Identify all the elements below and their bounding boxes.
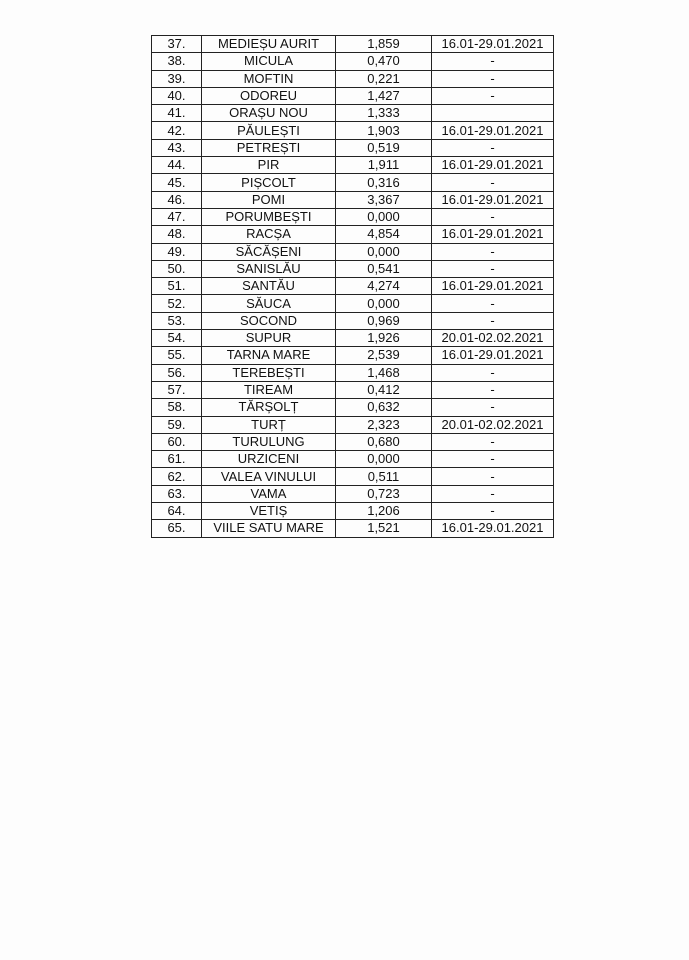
value-cell: 1,468: [336, 364, 432, 381]
table-row: [152, 330, 554, 347]
row-number: 55.: [152, 347, 202, 364]
locality-name: VIILE SATU MARE: [202, 520, 336, 537]
table-row: [152, 503, 554, 520]
table-row: [152, 468, 554, 485]
value-cell: 0,519: [336, 139, 432, 156]
value-cell: 0,221: [336, 70, 432, 87]
locality-name: VALEA VINULUI: [202, 468, 336, 485]
value-cell: 0,541: [336, 260, 432, 277]
locality-name: PORUMBEȘTI: [202, 208, 336, 225]
locality-name: ORAȘU NOU: [202, 105, 336, 122]
row-number: 46.: [152, 191, 202, 208]
row-number: 49.: [152, 243, 202, 260]
period-cell: -: [432, 503, 554, 520]
period-cell: 16.01-29.01.2021: [432, 347, 554, 364]
locality-name: SANISLĂU: [202, 260, 336, 277]
row-number: 40.: [152, 87, 202, 104]
table-row: [152, 191, 554, 208]
locality-name: MICULA: [202, 53, 336, 70]
row-number: 56.: [152, 364, 202, 381]
row-number: 65.: [152, 520, 202, 537]
row-number: 57.: [152, 381, 202, 398]
locality-name: TARNA MARE: [202, 347, 336, 364]
row-number: 37.: [152, 36, 202, 53]
value-cell: 0,723: [336, 485, 432, 502]
value-cell: 1,911: [336, 157, 432, 174]
locality-name: PETREȘTI: [202, 139, 336, 156]
period-cell: 20.01-02.02.2021: [432, 416, 554, 433]
table-row: [152, 347, 554, 364]
value-cell: 0,412: [336, 381, 432, 398]
locality-name: RACȘA: [202, 226, 336, 243]
period-cell: -: [432, 399, 554, 416]
value-cell: 0,000: [336, 451, 432, 468]
table-row: [152, 105, 554, 122]
locality-name: TURULUNG: [202, 433, 336, 450]
period-cell: -: [432, 433, 554, 450]
row-number: 48.: [152, 226, 202, 243]
value-cell: 0,680: [336, 433, 432, 450]
period-cell: -: [432, 139, 554, 156]
row-number: 58.: [152, 399, 202, 416]
row-number: 47.: [152, 208, 202, 225]
value-cell: 0,000: [336, 295, 432, 312]
value-cell: 0,632: [336, 399, 432, 416]
table-row: [152, 295, 554, 312]
value-cell: 1,521: [336, 520, 432, 537]
locality-name: TĂRȘOLȚ: [202, 399, 336, 416]
value-cell: 0,470: [336, 53, 432, 70]
table-row: [152, 208, 554, 225]
row-number: 52.: [152, 295, 202, 312]
locality-name: MOFTIN: [202, 70, 336, 87]
period-cell: -: [432, 208, 554, 225]
locality-name: SĂCĂȘENI: [202, 243, 336, 260]
table-row: [152, 278, 554, 295]
period-cell: 20.01-02.02.2021: [432, 330, 554, 347]
locality-name: POMI: [202, 191, 336, 208]
row-number: 41.: [152, 105, 202, 122]
row-number: 38.: [152, 53, 202, 70]
row-number: 50.: [152, 260, 202, 277]
row-number: 45.: [152, 174, 202, 191]
value-cell: 0,000: [336, 243, 432, 260]
period-cell: 16.01-29.01.2021: [432, 191, 554, 208]
row-number: 61.: [152, 451, 202, 468]
localities-table: [151, 35, 554, 538]
period-cell: -: [432, 485, 554, 502]
locality-name: MEDIEȘU AURIT: [202, 36, 336, 53]
table-row: [152, 364, 554, 381]
period-cell: -: [432, 87, 554, 104]
locality-name: PIȘCOLT: [202, 174, 336, 191]
table-row: [152, 157, 554, 174]
row-number: 39.: [152, 70, 202, 87]
period-cell: 16.01-29.01.2021: [432, 278, 554, 295]
period-cell: 16.01-29.01.2021: [432, 226, 554, 243]
table-row: [152, 226, 554, 243]
value-cell: 1,859: [336, 36, 432, 53]
locality-name: SANTĂU: [202, 278, 336, 295]
table-row: [152, 451, 554, 468]
table-row: [152, 381, 554, 398]
row-number: 54.: [152, 330, 202, 347]
value-cell: 1,903: [336, 122, 432, 139]
value-cell: 4,274: [336, 278, 432, 295]
table-row: [152, 312, 554, 329]
row-number: 62.: [152, 468, 202, 485]
period-cell: 16.01-29.01.2021: [432, 36, 554, 53]
row-number: 59.: [152, 416, 202, 433]
period-cell: -: [432, 174, 554, 191]
table-row: [152, 122, 554, 139]
period-cell: 16.01-29.01.2021: [432, 520, 554, 537]
value-cell: 0,000: [336, 208, 432, 225]
table-row: [152, 243, 554, 260]
value-cell: 4,854: [336, 226, 432, 243]
value-cell: 1,333: [336, 105, 432, 122]
locality-name: TIREAM: [202, 381, 336, 398]
value-cell: 3,367: [336, 191, 432, 208]
table-row: [152, 36, 554, 53]
period-cell: -: [432, 468, 554, 485]
table-row: [152, 399, 554, 416]
locality-name: SUPUR: [202, 330, 336, 347]
period-cell: -: [432, 295, 554, 312]
table-body: [152, 36, 554, 538]
table-row: [152, 433, 554, 450]
locality-name: TEREBEȘTI: [202, 364, 336, 381]
table-row: [152, 174, 554, 191]
period-cell: -: [432, 364, 554, 381]
table-row: [152, 87, 554, 104]
period-cell: 16.01-29.01.2021: [432, 157, 554, 174]
value-cell: 2,323: [336, 416, 432, 433]
locality-name: URZICENI: [202, 451, 336, 468]
row-number: 42.: [152, 122, 202, 139]
period-cell: 16.01-29.01.2021: [432, 122, 554, 139]
table-row: [152, 520, 554, 537]
value-cell: 1,427: [336, 87, 432, 104]
table-row: [152, 416, 554, 433]
value-cell: 0,316: [336, 174, 432, 191]
period-cell: -: [432, 381, 554, 398]
value-cell: 0,511: [336, 468, 432, 485]
table-row: [152, 53, 554, 70]
value-cell: 0,969: [336, 312, 432, 329]
value-cell: 1,926: [336, 330, 432, 347]
locality-name: SOCOND: [202, 312, 336, 329]
row-number: 43.: [152, 139, 202, 156]
period-cell: -: [432, 243, 554, 260]
table-row: [152, 260, 554, 277]
locality-name: PĂULEȘTI: [202, 122, 336, 139]
period-cell: -: [432, 53, 554, 70]
row-number: 53.: [152, 312, 202, 329]
locality-name: ODOREU: [202, 87, 336, 104]
table-row: [152, 485, 554, 502]
row-number: 64.: [152, 503, 202, 520]
period-cell: -: [432, 70, 554, 87]
locality-name: SĂUCA: [202, 295, 336, 312]
row-number: 60.: [152, 433, 202, 450]
value-cell: 1,206: [336, 503, 432, 520]
row-number: 44.: [152, 157, 202, 174]
locality-name: VETIȘ: [202, 503, 336, 520]
table-row: [152, 139, 554, 156]
row-number: 51.: [152, 278, 202, 295]
locality-name: VAMA: [202, 485, 336, 502]
period-cell: -: [432, 260, 554, 277]
table-row: [152, 70, 554, 87]
locality-name: TURȚ: [202, 416, 336, 433]
period-cell: -: [432, 451, 554, 468]
period-cell: [432, 105, 554, 122]
value-cell: 2,539: [336, 347, 432, 364]
locality-name: PIR: [202, 157, 336, 174]
row-number: 63.: [152, 485, 202, 502]
period-cell: -: [432, 312, 554, 329]
